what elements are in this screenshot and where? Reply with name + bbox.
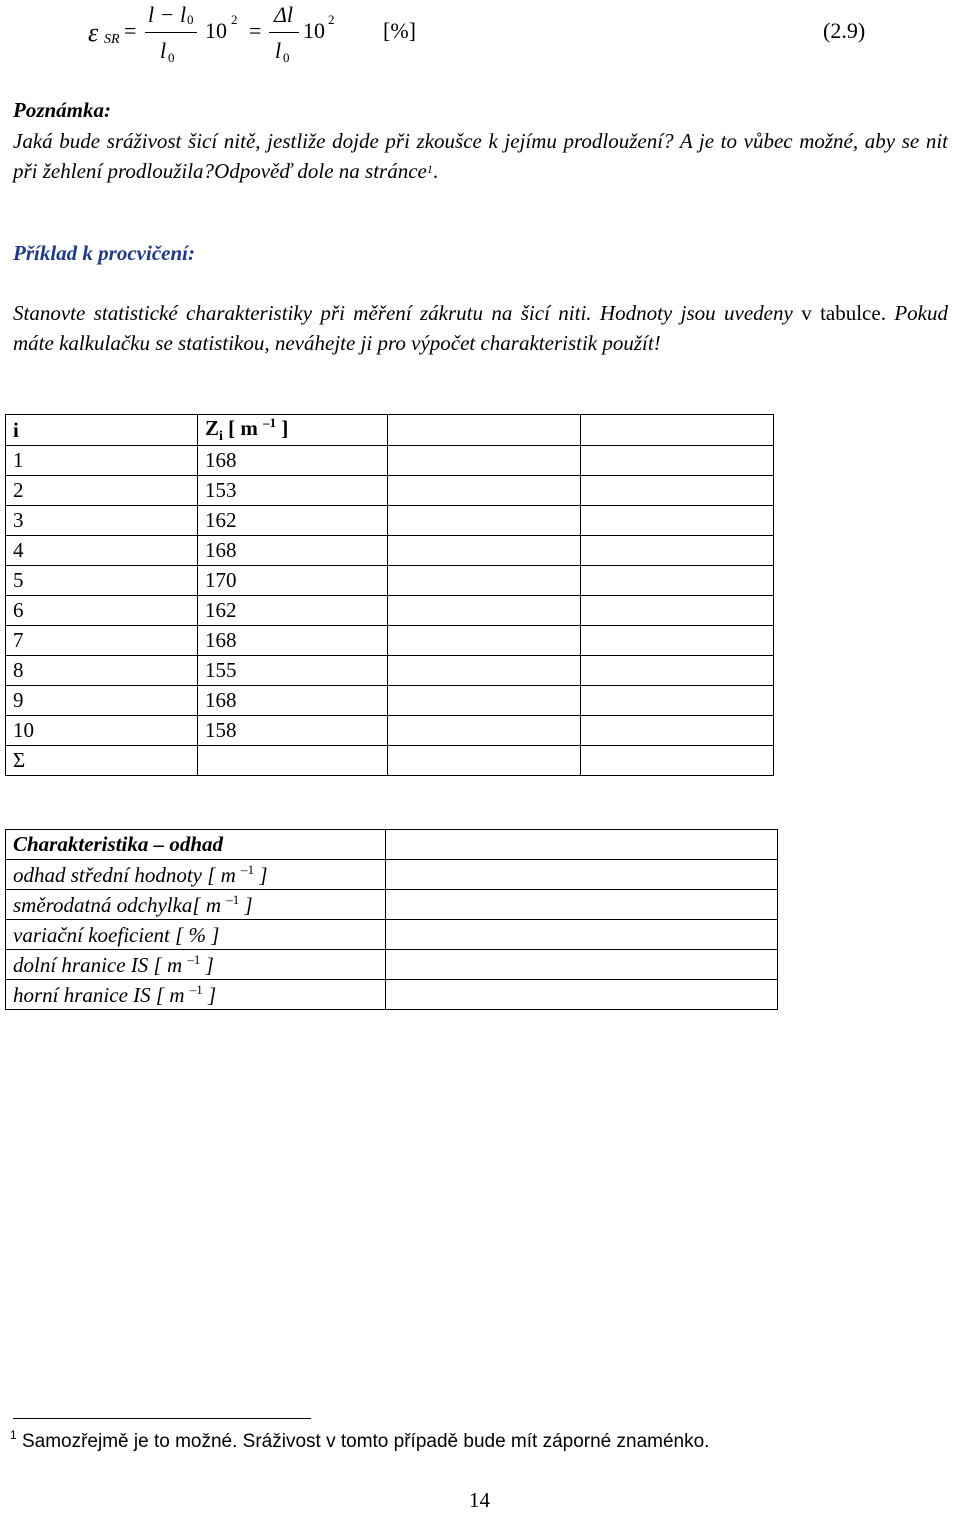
table-row bbox=[6, 596, 774, 626]
note-text bbox=[13, 126, 948, 186]
characteristic-unit-exponent: –1 bbox=[226, 891, 240, 907]
footnote bbox=[10, 1428, 710, 1453]
characteristic-label-text: variační koeficient [ % ] bbox=[13, 922, 220, 947]
characteristic-label-text: směrodatná odchylka[ m bbox=[13, 892, 227, 917]
characteristics-table bbox=[5, 829, 778, 1010]
row-index: 3 bbox=[6, 506, 198, 536]
empty-cell[interactable] bbox=[198, 746, 388, 776]
formula-equals-1: = bbox=[124, 18, 137, 43]
table-header-row bbox=[6, 415, 774, 446]
table-row bbox=[6, 626, 774, 656]
table-header-row bbox=[6, 830, 778, 860]
exercise-title: Příklad k procvičení: bbox=[13, 241, 195, 265]
table-row bbox=[6, 686, 774, 716]
empty-cell[interactable] bbox=[386, 860, 778, 890]
exercise-text bbox=[13, 298, 948, 358]
row-value: 162 bbox=[198, 596, 388, 626]
empty-cell[interactable] bbox=[388, 746, 581, 776]
empty-cell[interactable] bbox=[388, 446, 581, 476]
formula-denominator-2: l bbox=[275, 38, 282, 63]
formula-equals-2: = bbox=[249, 18, 262, 43]
characteristic-row bbox=[6, 920, 778, 950]
page-number: 14 bbox=[469, 1488, 490, 1512]
formula-denominator-2-subscript: 0 bbox=[283, 50, 290, 65]
exercise-text-calc: Pokud máte kalkulačku se statistikou, neváhejte ji pro výpočet charakteristik použít! bbox=[13, 301, 948, 355]
exercise-text-table-ref: v tabulce. bbox=[801, 301, 886, 325]
exercise-text-line1: Stanovte statistické charakteristiky při měření zákrutu na šicí niti. Hodnoty jsou uvedeny bbox=[13, 301, 793, 325]
characteristic-unit-exponent: –1 bbox=[189, 981, 203, 997]
note-title: Poznámka: bbox=[13, 98, 112, 122]
characteristic-label bbox=[6, 920, 386, 950]
row-value: 153 bbox=[198, 476, 388, 506]
empty-cell[interactable] bbox=[388, 686, 581, 716]
formula-fraction-bar-2 bbox=[269, 32, 299, 33]
empty-cell[interactable] bbox=[386, 890, 778, 920]
empty-cell[interactable] bbox=[388, 506, 581, 536]
characteristic-row bbox=[6, 950, 778, 980]
formula-number: (2.9) bbox=[823, 18, 866, 43]
footnote-reference[interactable]: 1 bbox=[426, 162, 433, 176]
characteristic-row bbox=[6, 890, 778, 920]
empty-cell[interactable] bbox=[581, 415, 774, 446]
formula-factor-1-exponent: 2 bbox=[231, 12, 238, 27]
empty-cell[interactable] bbox=[581, 746, 774, 776]
formula-numerator-2: Δl bbox=[274, 2, 294, 27]
characteristic-row bbox=[6, 860, 778, 890]
sum-row bbox=[6, 746, 774, 776]
empty-cell[interactable] bbox=[581, 686, 774, 716]
empty-cell[interactable] bbox=[386, 950, 778, 980]
formula-epsilon-subscript: SR bbox=[104, 32, 120, 47]
row-value: 168 bbox=[198, 686, 388, 716]
characteristic-unit-exponent: –1 bbox=[241, 861, 255, 877]
characteristic-unit-close: ] bbox=[202, 982, 217, 1007]
sum-label: Σ bbox=[6, 746, 198, 776]
empty-cell[interactable] bbox=[388, 626, 581, 656]
row-value: 168 bbox=[198, 536, 388, 566]
row-value: 168 bbox=[198, 626, 388, 656]
row-value: 155 bbox=[198, 656, 388, 686]
formula-2-9 bbox=[0, 0, 960, 80]
formula-numerator-1-subscript: 0 bbox=[187, 12, 194, 27]
footnote-text: Samozřejmě je to možné. Sráživost v tomto případě bude mít záporné znaménko. bbox=[16, 1431, 710, 1452]
characteristic-label bbox=[6, 890, 386, 920]
formula-numerator-1: l − l bbox=[148, 2, 187, 27]
formula-denominator-1: l bbox=[160, 38, 167, 63]
empty-cell[interactable] bbox=[581, 506, 774, 536]
row-index: 10 bbox=[6, 716, 198, 746]
empty-cell[interactable] bbox=[388, 596, 581, 626]
characteristic-row bbox=[6, 980, 778, 1010]
table-row bbox=[6, 476, 774, 506]
row-value: 158 bbox=[198, 716, 388, 746]
formula-factor-1: 10 bbox=[205, 18, 227, 43]
table-row bbox=[6, 566, 774, 596]
empty-cell[interactable] bbox=[581, 626, 774, 656]
note-text-main: Jaká bude sráživost šicí nitě, jestliže dojde při zkoušce k jejímu prodloužení? A je to vůbec možné, aby se nit při žehlení prodloužila? bbox=[13, 129, 948, 183]
row-index: 6 bbox=[6, 596, 198, 626]
formula-fraction-bar-1 bbox=[145, 32, 197, 33]
characteristic-unit-exponent: –1 bbox=[187, 951, 201, 967]
row-index: 9 bbox=[6, 686, 198, 716]
row-value: 170 bbox=[198, 566, 388, 596]
empty-cell[interactable] bbox=[386, 920, 778, 950]
table-row bbox=[6, 656, 774, 686]
formula-unit: [%] bbox=[383, 18, 416, 43]
empty-cell[interactable] bbox=[386, 830, 778, 860]
empty-cell[interactable] bbox=[388, 716, 581, 746]
row-index: 7 bbox=[6, 626, 198, 656]
empty-cell[interactable] bbox=[581, 596, 774, 626]
row-index: 1 bbox=[6, 446, 198, 476]
header-i: i bbox=[6, 415, 198, 446]
header-z-unit-close: ] bbox=[276, 416, 289, 440]
characteristic-label bbox=[6, 980, 386, 1010]
characteristic-label bbox=[6, 950, 386, 980]
header-z bbox=[198, 415, 388, 446]
note-text-answer: Odpověď dole na stránce bbox=[214, 159, 427, 183]
characteristic-unit-close: ] bbox=[200, 952, 214, 977]
header-z-unit: [ m bbox=[222, 416, 264, 440]
table-row bbox=[6, 716, 774, 746]
empty-cell[interactable] bbox=[388, 536, 581, 566]
row-index: 5 bbox=[6, 566, 198, 596]
note-text-period: . bbox=[432, 159, 439, 183]
empty-cell[interactable] bbox=[388, 415, 581, 446]
empty-cell[interactable] bbox=[388, 656, 581, 686]
footnote-separator bbox=[13, 1418, 311, 1419]
table-row bbox=[6, 536, 774, 566]
row-index: 2 bbox=[6, 476, 198, 506]
formula-epsilon: ε bbox=[88, 18, 99, 47]
row-index: 8 bbox=[6, 656, 198, 686]
empty-cell[interactable] bbox=[581, 566, 774, 596]
row-value: 168 bbox=[198, 446, 388, 476]
characteristic-unit-close: ] bbox=[239, 892, 253, 917]
header-z-exponent: –1 bbox=[263, 415, 277, 430]
header-z-symbol: Z bbox=[205, 416, 220, 440]
header-z-subscript: i bbox=[219, 429, 223, 445]
twist-data-table bbox=[5, 414, 774, 776]
empty-cell[interactable] bbox=[581, 536, 774, 566]
row-index: 4 bbox=[6, 536, 198, 566]
table-row bbox=[6, 506, 774, 536]
formula-denominator-1-subscript: 0 bbox=[168, 50, 175, 65]
empty-cell[interactable] bbox=[581, 476, 774, 506]
characteristic-label-text: odhad střední hodnoty [ m bbox=[13, 862, 242, 887]
empty-cell[interactable] bbox=[388, 476, 581, 506]
characteristic-label-text: horní hranice IS [ m bbox=[13, 982, 190, 1007]
row-value: 162 bbox=[198, 506, 388, 536]
formula-factor-2: 10 bbox=[303, 18, 325, 43]
formula-factor-2-exponent: 2 bbox=[328, 12, 335, 27]
characteristic-label-text: dolní hranice IS [ m bbox=[13, 952, 188, 977]
characteristics-header: Charakteristika – odhad bbox=[6, 830, 386, 860]
characteristic-label bbox=[6, 860, 386, 890]
characteristic-unit-close: ] bbox=[254, 862, 268, 887]
empty-cell[interactable] bbox=[581, 656, 774, 686]
empty-cell[interactable] bbox=[581, 446, 774, 476]
empty-cell[interactable] bbox=[386, 980, 778, 1010]
table-row bbox=[6, 446, 774, 476]
empty-cell[interactable] bbox=[581, 716, 774, 746]
footnote-mark: 1 bbox=[10, 1428, 17, 1442]
empty-cell[interactable] bbox=[388, 566, 581, 596]
